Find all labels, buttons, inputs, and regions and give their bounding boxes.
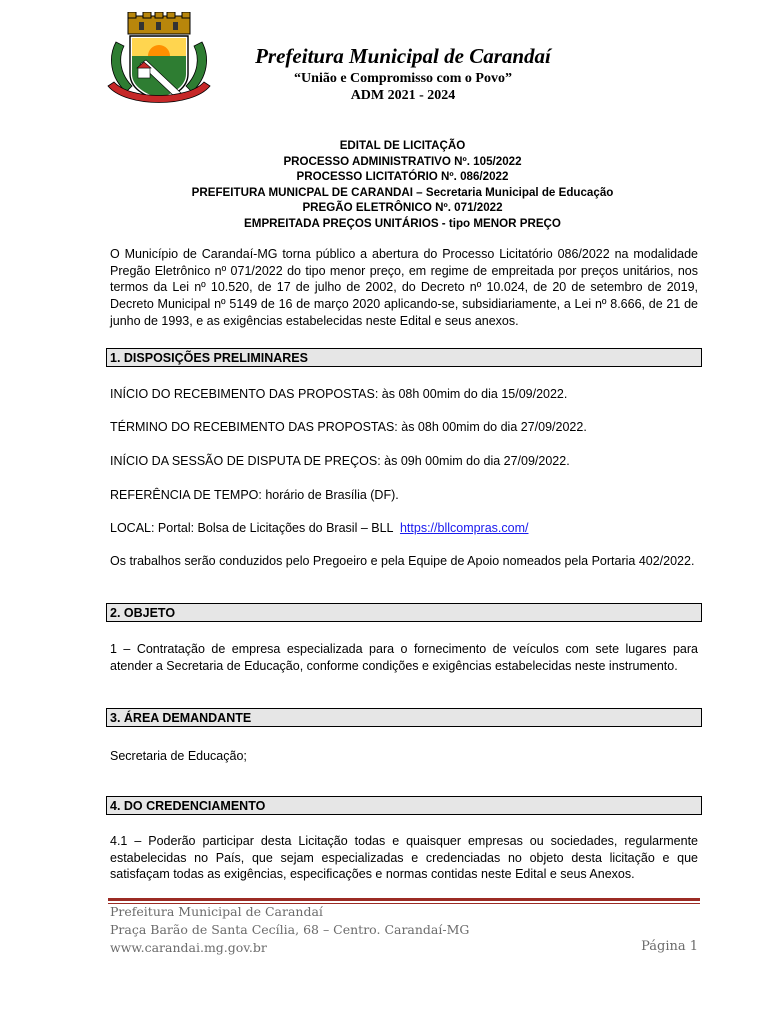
edital-title-block bbox=[100, 138, 705, 232]
administration-period: ADM 2021 - 2024 bbox=[350, 88, 456, 103]
footer-website: www.carandai.mg.gov.br bbox=[110, 940, 267, 955]
section-heading-disposicoes: 1. DISPOSIÇÕES PRELIMINARES bbox=[106, 348, 702, 367]
section-heading-area-demandante: 3. ÁREA DEMANDANTE bbox=[106, 708, 702, 727]
processo-licitatorio: PROCESSO LICITATÓRIO Nº. 086/2022 bbox=[296, 170, 509, 184]
page-number: Página 1 bbox=[641, 939, 698, 954]
inicio-recebimento-propostas: INÍCIO DO RECEBIMENTO DAS PROPOSTAS: às 08h 00mim do dia 15/09/2022. bbox=[110, 387, 568, 401]
municipality-title: Prefeitura Municipal de Carandaí bbox=[255, 44, 551, 68]
footer-address: Praça Barão de Santa Cecília, 68 – Centro. Carandaí-MG bbox=[110, 922, 470, 937]
termino-recebimento-propostas: TÉRMINO DO RECEBIMENTO DAS PROPOSTAS: às 08h 00mim do dia 27/09/2022. bbox=[110, 420, 587, 434]
objeto-paragraph: 1 – Contratação de empresa especializada para o fornecimento de veículos com sete lugares para atender a Secretaria de Educação, conforme condições e exigências estabelecidas neste instrumento. bbox=[110, 642, 698, 673]
footer-municipality: Prefeitura Municipal de Carandaí bbox=[110, 904, 323, 919]
prefeitura-secretaria: PREFEITURA MUNICPAL DE CARANDAI – Secretaria Municipal de Educação bbox=[191, 185, 614, 199]
edital-title: EDITAL DE LICITAÇÃO bbox=[339, 139, 466, 152]
referencia-tempo: REFERÊNCIA DE TEMPO: horário de Brasília (DF). bbox=[110, 488, 399, 502]
bll-compras-link[interactable]: https://bllcompras.com/ bbox=[399, 521, 529, 535]
local-portal bbox=[110, 520, 700, 536]
credenciamento-paragraph: 4.1 – Poderão participar desta Licitação todas e quaisquer empresas ou sociedades, regularmente estabelecidas no País, que sejam especializadas e credenciadas no objeto desta licitação e que satisfaçam todas as exigências, especificações e normas contidas neste Edital e seus Anexos. bbox=[110, 834, 698, 882]
section-heading-credenciamento: 4. DO CREDENCIAMENTO bbox=[106, 796, 702, 815]
inicio-sessao-disputa: INÍCIO DA SESSÃO DE DISPUTA DE PREÇOS: às 09h 00mim do dia 27/09/2022. bbox=[110, 454, 570, 468]
municipality-motto: “União e Compromisso com o Povo” bbox=[294, 71, 512, 86]
coat-of-arms-logo bbox=[106, 12, 212, 108]
processo-administrativo: PROCESSO ADMINISTRATIVO Nº. 105/2022 bbox=[283, 154, 522, 168]
trabalhos-paragraph: Os trabalhos serão conduzidos pelo Pregoeiro e pela Equipe de Apoio nomeados pela Portaria 402/2022. bbox=[110, 554, 695, 568]
intro-paragraph: O Município de Carandaí-MG torna público a abertura do Processo Licitatório 086/2022 na modalidade Pregão Eletrônico nº 071/2022 do tipo menor preço, em regime de empreitada por preços unitários, nos termos da Lei nº 10.520, de 17 de julho de 2002, do Decreto nº 10.024, de 20 de setembro de 2019, Decreto Municipal nº 5149 de 16 de março 2020 aplicando-se, subsidiariamente, a Lei nº 8.666, de 21 de junho de 1993, e as exigências estabelecidas neste Edital e seus anexos. bbox=[110, 247, 698, 328]
section-heading-objeto: 2. OBJETO bbox=[106, 603, 702, 622]
local-portal-label: LOCAL: Portal: Bolsa de Licitações do Brasil – BLL bbox=[110, 521, 400, 535]
area-demandante-text: Secretaria de Educação; bbox=[110, 749, 247, 763]
pregao-eletronico: PREGÃO ELETRÔNICO Nº. 071/2022 bbox=[302, 201, 503, 215]
empreitada-tipo: EMPREITADA PREÇOS UNITÁRIOS - tipo MENOR PREÇO bbox=[244, 216, 561, 230]
footer-rule bbox=[108, 898, 700, 901]
